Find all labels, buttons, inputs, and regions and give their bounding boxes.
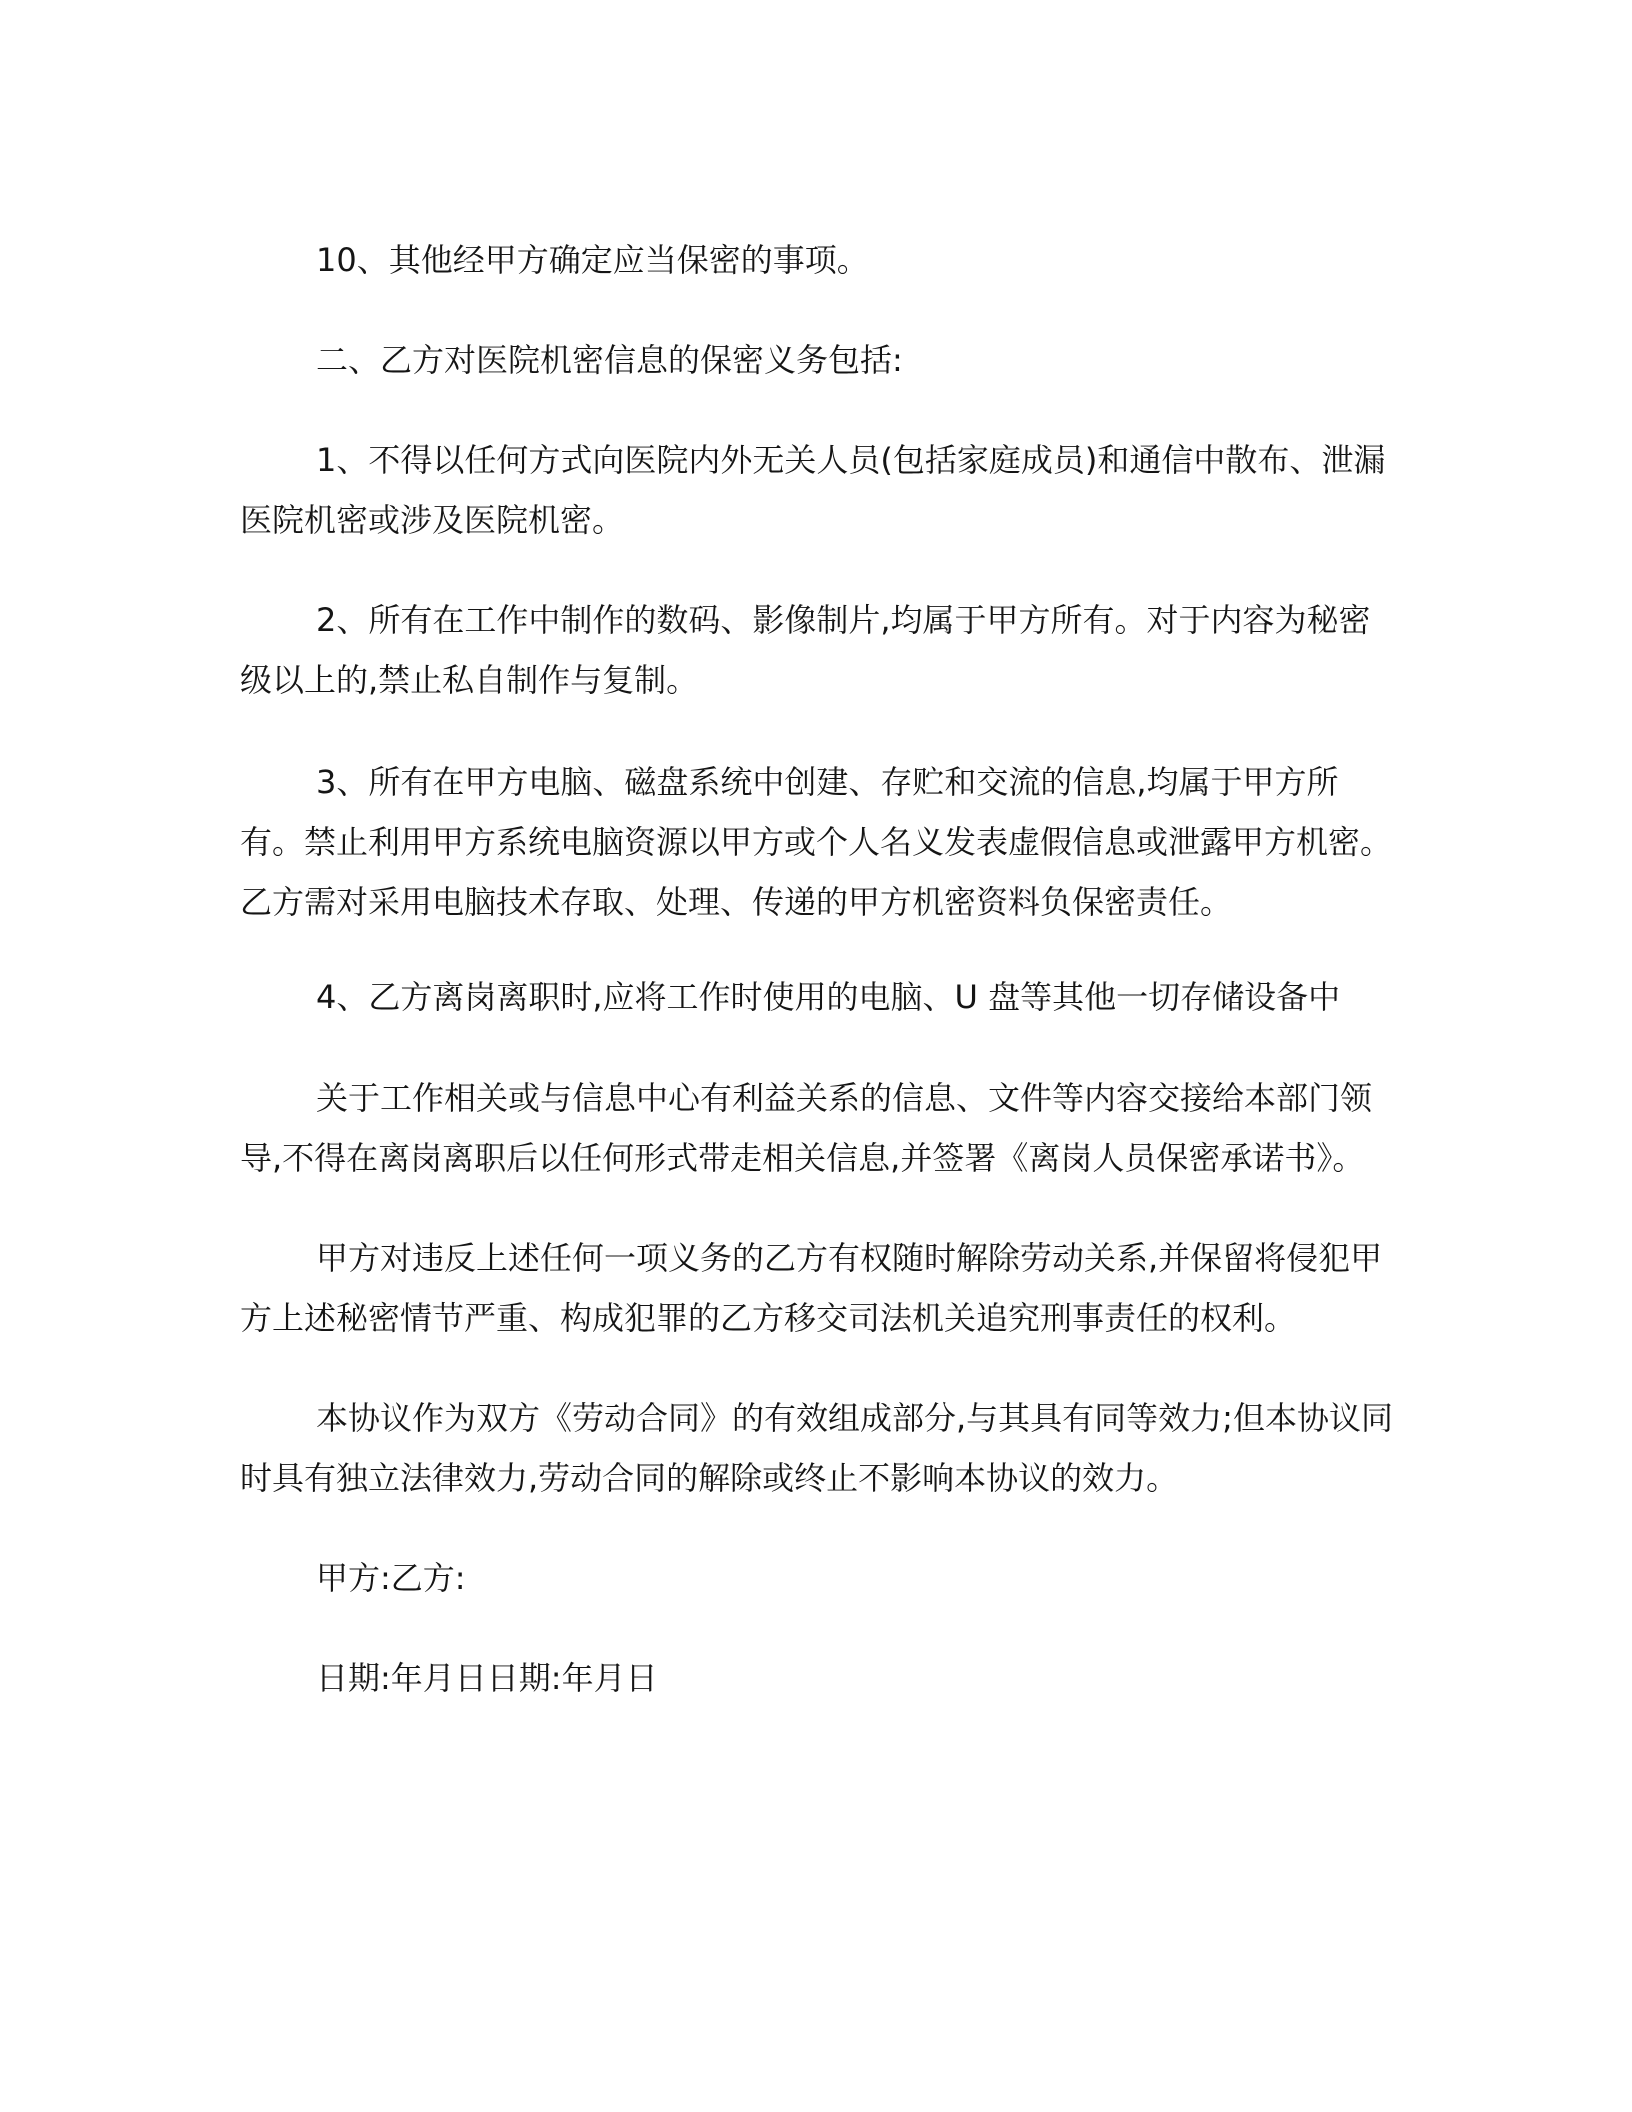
clause-1 — [240, 430, 1390, 550]
paragraph-line: 关于工作相关或与信息中心有利益关系的信息、文件等内容交接给本部门领 — [316, 1079, 1373, 1117]
clause-3 — [240, 752, 1393, 932]
paragraph-line: 1、不得以任何方式向医院内外无关人员(包括家庭成员)和通信中散布、泄漏 — [316, 441, 1386, 479]
clause-2 — [240, 590, 1390, 710]
paragraph-line: 甲方对违反上述任何一项义务的乙方有权随时解除劳动关系,并保留将侵犯甲 — [316, 1239, 1383, 1277]
paragraph-line: 导,不得在离岗离职后以任何形式带走相关信息,并签署《离岗人员保密承诺书》。 — [240, 1139, 1365, 1177]
signature-parties — [240, 1548, 1390, 1608]
paragraph-line: 2、所有在工作中制作的数码、影像制片,均属于甲方所有。对于内容为秘密 — [316, 601, 1371, 639]
paragraph-line: 10、其他经甲方确定应当保密的事项。 — [316, 241, 869, 279]
paragraph-line: 二、乙方对医院机密信息的保密义务包括: — [316, 341, 903, 379]
paragraph-line: 甲方:乙方: — [316, 1559, 466, 1597]
paragraph-line: 医院机密或涉及医院机密。 — [240, 501, 625, 539]
signature-dates — [240, 1648, 1390, 1708]
paragraph-line: 本协议作为双方《劳动合同》的有效组成部分,与其具有同等效力;但本协议同 — [316, 1399, 1393, 1437]
paragraph-line: 4、乙方离岗离职时,应将工作时使用的电脑、U 盘等其他一切存储设备中 — [316, 978, 1341, 1016]
paragraph-line: 方上述秘密情节严重、构成犯罪的乙方移交司法机关追究刑事责任的权利。 — [240, 1299, 1297, 1337]
validity-clause — [240, 1388, 1393, 1508]
paragraph-line: 级以上的,禁止私自制作与复制。 — [240, 661, 699, 699]
paragraph-line: 3、所有在甲方电脑、磁盘系统中创建、存贮和交流的信息,均属于甲方所 — [316, 763, 1339, 801]
clause-4-continued — [240, 1068, 1390, 1188]
clause-4 — [240, 967, 1390, 1027]
clause-10 — [240, 230, 1390, 290]
paragraph-line: 日期:年月日日期:年月日 — [316, 1659, 658, 1697]
paragraph-line: 时具有独立法律效力,劳动合同的解除或终止不影响本协议的效力。 — [240, 1459, 1179, 1497]
paragraph-line: 乙方需对采用电脑技术存取、处理、传递的甲方机密资料负保密责任。 — [240, 883, 1233, 921]
paragraph-line: 有。禁止利用甲方系统电脑资源以甲方或个人名义发表虚假信息或泄露甲方机密。 — [240, 823, 1393, 861]
breach-clause — [240, 1228, 1390, 1348]
section-two-heading — [240, 330, 1390, 390]
